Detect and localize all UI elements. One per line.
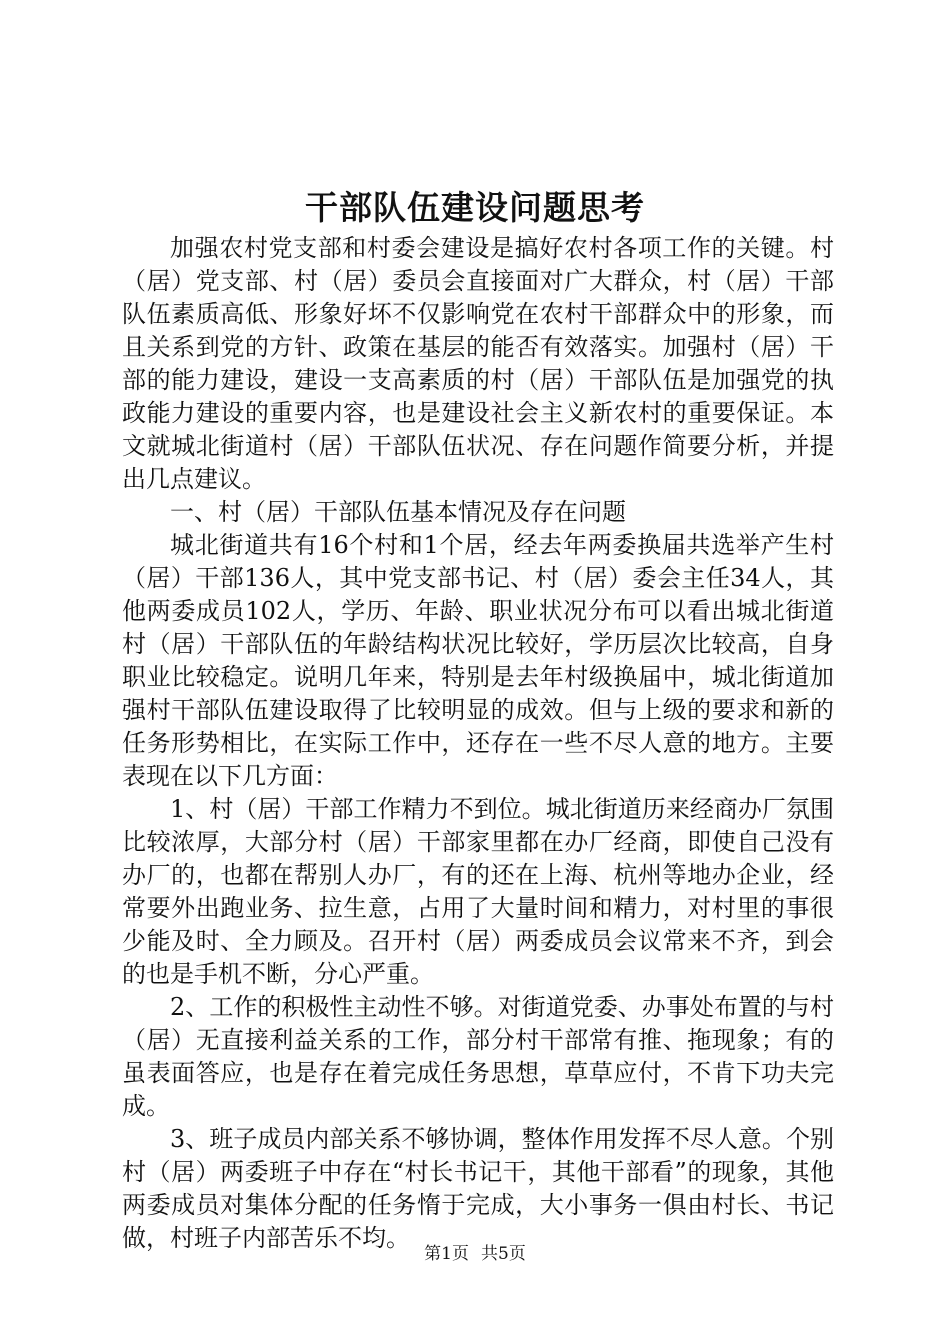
document-body [122,232,834,1255]
page-footer [0,1242,950,1266]
paragraph-issue-3: 3、班子成员内部关系不够协调，整体作用发挥不尽人意。个别村（居）两委班子中存在“村长书记干，其他干部看”的现象，其他两委成员对集体分配的任务惰于完成，大小事务一俱由村长、书记做，村班子内部苦乐不均。 [122,1125,834,1252]
section-heading: 一、村（居）干部队伍基本情况及存在问题 [170,498,626,526]
paragraph-issue-2: 2、工作的积极性主动性不够。对街道党委、办事处布置的与村（居）无直接利益关系的工作，部分村干部常有推、拖现象；有的虽表面答应，也是存在着完成任务思想，草草应付，不肯下功夫完成。 [122,993,834,1120]
page-number: 第1页 [424,1244,469,1264]
paragraph-issue-1: 1、村（居）干部工作精力不到位。城北街道历来经商办厂氛围比较浓厚，大部分村（居）干部家里都在办厂经商，即使自己没有办厂的，也都在帮别人办厂，有的还在上海、杭州等地办企业，经常要外出跑业务、拉生意，占用了大量时间和精力，对村里的事很少能及时、全力顾及。召开村（居）两委成员会议常来不齐，到会的也是手机不断，分心严重。 [122,795,834,988]
paragraph-intro: 加强农村党支部和村委会建设是搞好农村各项工作的关键。村（居）党支部、村（居）委员会直接面对广大群众，村（居）干部队伍素质高低、形象好坏不仅影响党在农村干部群众中的形象，而且关系到党的方针、政策在基层的能否有效落实。加强村（居）干部的能力建设，建设一支高素质的村（居）干部队伍是加强党的执政能力建设的重要内容，也是建设社会主义新农村的重要保证。本文就城北街道村（居）干部队伍状况、存在问题作简要分析，并提出几点建议。 [122,234,834,493]
page-total: 共5页 [481,1244,526,1264]
document-title: 干部队伍建设问题思考 [305,188,645,227]
paragraph-situation: 城北街道共有16个村和1个居，经去年两委换届共选举产生村（居）干部136人，其中党支部书记、村（居）委会主任34人，其他两委成员102人，学历、年龄、职业状况分布可以看出城北街道村（居）干部队伍的年龄结构状况比较好，学历层次比较高，自身职业比较稳定。说明几年来，特别是去年村级换届中，城北街道加强村干部队伍建设取得了比较明显的成效。但与上级的要求和新的任务形势相比，在实际工作中，还存在一些不尽人意的地方。主要表现在以下几方面： [122,531,834,790]
